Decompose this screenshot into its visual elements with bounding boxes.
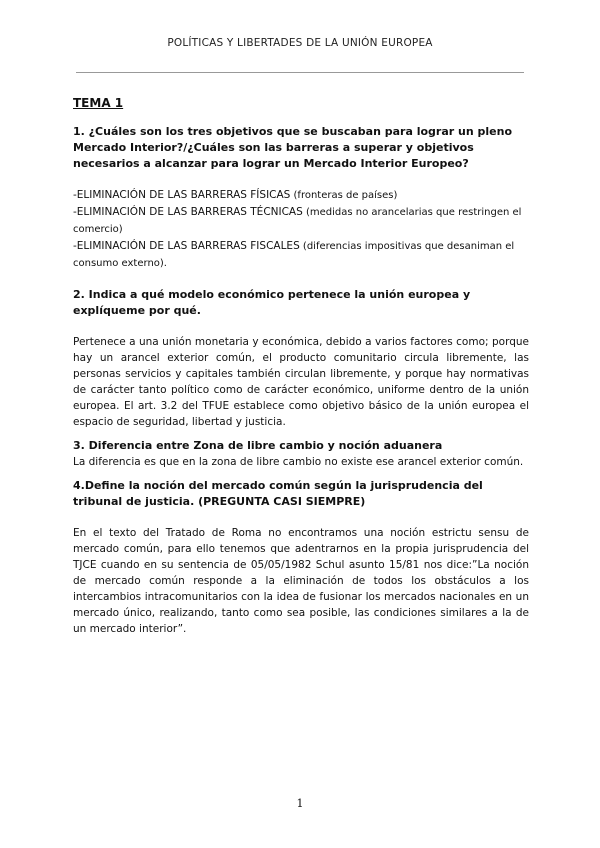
page-number: 1 <box>296 797 304 810</box>
answer-1-item: -ELIMINACIÓN DE LAS BARRERAS TÉCNICAS (medidas no arancelarias que restringen el comercio) <box>73 206 522 235</box>
document-body <box>73 96 529 637</box>
question-1: 1. ¿Cuáles son los tres objetivos que se buscaban para lograr un pleno Mercado Interior?/¿Cuáles son las barreras a superar y objetivos necesarios a alcanzar para lograr un Mercado Interior Europeo? <box>73 125 513 170</box>
answer-1-item: -ELIMINACIÓN DE LAS BARRERAS FÍSICAS (fronteras de países) <box>73 189 398 201</box>
answer-3: La diferencia es que en la zona de libre cambio no existe ese arancel exterior común. <box>73 456 524 468</box>
header-divider <box>76 72 524 73</box>
answer-2: Pertenece a una unión monetaria y económica, debido a varios factores como; porque hay un arancel exterior común, el producto comunitario circula libremente, las personas servicios y capitales también circulan libremente, y porque hay normativas de carácter tanto político como de carácter económico, uniforme dentro de la unión europea. El art. 3.2 del TFUE establece como objetivo básico de la unión europea el espacio de seguridad, libertad y justicia. <box>73 336 529 428</box>
question-2: 2. Indica a qué modelo económico pertenece la unión europea y explíqueme por qué. <box>73 288 471 317</box>
question-3: 3. Diferencia entre Zona de libre cambio y noción aduanera <box>73 439 443 452</box>
question-4: 4.Define la noción del mercado común según la jurisprudencia del tribunal de justicia. (PREGUNTA CASI SIEMPRE) <box>73 479 483 508</box>
page-header: POLÍTICAS Y LIBERTADES DE LA UNIÓN EUROPEA <box>167 37 433 49</box>
answer-1-item: -ELIMINACIÓN DE LAS BARRERAS FISCALES (diferencias impositivas que desaniman el consumo externo). <box>73 240 515 269</box>
section-title: TEMA 1 <box>73 96 124 110</box>
answer-4: En el texto del Tratado de Roma no encontramos una noción estrictu sensu de mercado común, para ello tenemos que adentrarnos en la propia jurisprudencia del TJCE cuando en su sentencia de 05/05/1982 Schul asunto 15/81 nos dice:”La noción de mercado común responde a la eliminación de todos los obstáculos a los intercambios intracomunitarios con la idea de fusionar los mercados nacionales en un mercado único, realizando, tanto como sea posible, las condiciones similares a la de un mercado interior”. <box>73 527 529 635</box>
